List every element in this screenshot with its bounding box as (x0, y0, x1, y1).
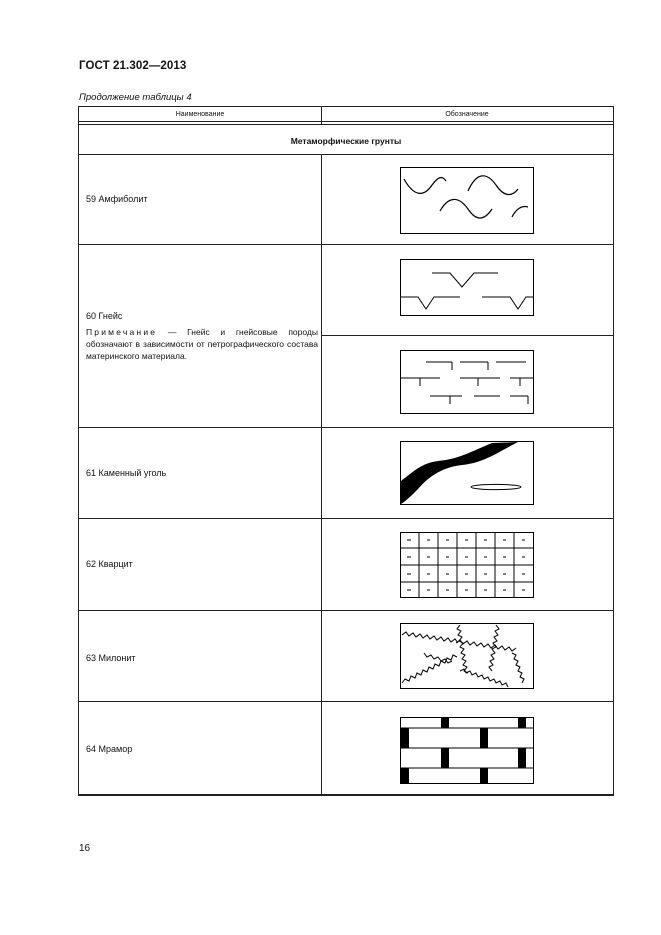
gneiss-symbol-1 (400, 259, 534, 316)
column-header-name: Наименование (175, 111, 225, 118)
coal-symbol (400, 441, 534, 505)
row-note-gneiss (86, 326, 318, 362)
row-name-amphibolite: 59 Амфиболит (86, 194, 148, 204)
row-divider (79, 244, 613, 245)
row-name-mylonite: 63 Милонит (86, 653, 136, 663)
row-name-quartzite: 62 Кварцит (86, 559, 133, 569)
row-divider (79, 427, 613, 428)
note-text: — Гнейс и гнейсовые породы обозначают в зависимости от петрографического состава материнского материала. (86, 327, 318, 361)
row-name-coal: 61 Каменный уголь (86, 468, 167, 478)
page-number: 16 (79, 843, 91, 854)
gneiss-sub-divider (321, 335, 613, 336)
table-caption: Продолжение таблицы 4 (79, 92, 192, 103)
document-header: ГОСТ 21.302—2013 (79, 60, 187, 72)
row-name-gneiss: 60 Гнейс (86, 311, 123, 321)
header-divider (79, 121, 613, 122)
column-divider (321, 154, 322, 795)
row-divider (79, 518, 613, 519)
gneiss-symbol-2 (400, 350, 534, 414)
row-name-marble: 64 Мрамор (86, 744, 133, 754)
section-divider (79, 154, 613, 155)
header-divider-double (79, 124, 613, 125)
mylonite-symbol (400, 623, 534, 689)
amphibolite-symbol (400, 167, 534, 234)
row-divider (79, 610, 613, 611)
note-label: Примечание (86, 327, 158, 337)
column-header-symbol: Обозначение (445, 111, 489, 118)
marble-symbol (400, 717, 534, 784)
section-title: Метаморфические грунты (290, 136, 402, 146)
quartzite-symbol (400, 532, 534, 598)
row-divider (79, 701, 613, 702)
soil-symbols-table (78, 106, 614, 796)
